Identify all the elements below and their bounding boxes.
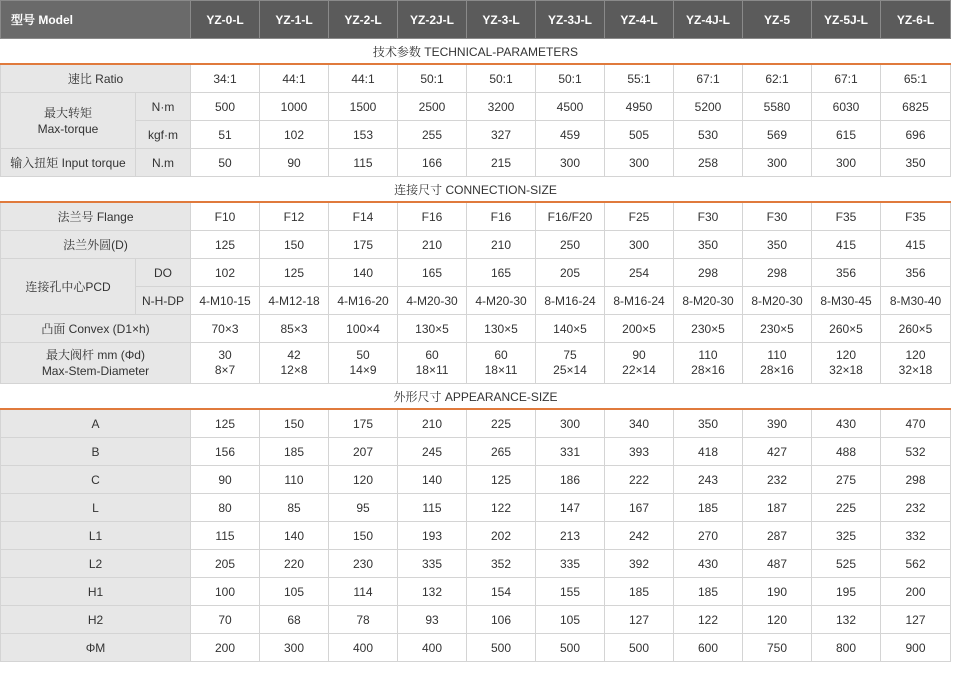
appearance-value: 331 <box>536 438 605 466</box>
pcd-do-value: 102 <box>191 259 260 287</box>
appearance-value: 90 <box>191 466 260 494</box>
unit-kgfm: kgf·m <box>136 121 191 149</box>
ratio-value: 50:1 <box>398 64 467 93</box>
stem-diameter: 110 <box>698 348 718 362</box>
max-torque-kgfm-value: 615 <box>812 121 881 149</box>
stem-diameter: 60 <box>494 348 508 362</box>
stem-diameter: 42 <box>287 348 301 362</box>
appearance-label: H2 <box>1 606 191 634</box>
model-column-header: YZ-6-L <box>881 1 951 39</box>
stem-key-size: 25×14 <box>553 363 587 377</box>
appearance-label: L1 <box>1 522 191 550</box>
stem-diameter: 120 <box>905 348 926 362</box>
ratio-label: 速比 Ratio <box>1 64 191 93</box>
appearance-value: 105 <box>536 606 605 634</box>
flange-od-value: 210 <box>398 231 467 259</box>
appearance-value: 400 <box>329 634 398 662</box>
appearance-value: 68 <box>260 606 329 634</box>
appearance-value: 222 <box>605 466 674 494</box>
appearance-value: 340 <box>605 409 674 438</box>
appearance-value: 106 <box>467 606 536 634</box>
appearance-value: 207 <box>329 438 398 466</box>
pcd-do-value: 356 <box>812 259 881 287</box>
appearance-value: 562 <box>881 550 951 578</box>
appearance-value: 187 <box>743 494 812 522</box>
appearance-value: 600 <box>674 634 743 662</box>
appearance-value: 350 <box>674 409 743 438</box>
convex-row <box>1 315 951 343</box>
appearance-value: 352 <box>467 550 536 578</box>
appearance-value: 298 <box>881 466 951 494</box>
stem-diameter: 30 <box>218 348 232 362</box>
appearance-value: 202 <box>467 522 536 550</box>
flange-value: F16 <box>398 202 467 231</box>
flange-od-value: 415 <box>881 231 951 259</box>
flange-value: F10 <box>191 202 260 231</box>
appearance-value: 132 <box>812 606 881 634</box>
appearance-value: 155 <box>536 578 605 606</box>
stem-key-size: 28×16 <box>760 363 794 377</box>
appearance-value: 175 <box>329 409 398 438</box>
pcd-nhdp-value: 4-M12-18 <box>260 287 329 315</box>
appearance-label: B <box>1 438 191 466</box>
flange-value: F35 <box>881 202 951 231</box>
appearance-value: 114 <box>329 578 398 606</box>
pcd-do-value: 205 <box>536 259 605 287</box>
convex-value: 130×5 <box>467 315 536 343</box>
appearance-value: 335 <box>536 550 605 578</box>
appearance-value: 100 <box>191 578 260 606</box>
max-torque-nm-value: 6825 <box>881 93 951 121</box>
input-torque-row <box>1 149 951 177</box>
unit-nhdp: N-H-DP <box>136 287 191 315</box>
stem-key-size: 32×18 <box>898 363 933 377</box>
section-connection <box>1 177 951 203</box>
appearance-value: 205 <box>191 550 260 578</box>
model-column-header: YZ-2J-L <box>398 1 467 39</box>
stem-value <box>467 343 536 384</box>
appearance-value: 525 <box>812 550 881 578</box>
max-torque-label <box>1 93 136 149</box>
max-torque-kgfm-value: 153 <box>329 121 398 149</box>
appearance-value: 232 <box>743 466 812 494</box>
appearance-value: 287 <box>743 522 812 550</box>
appearance-label: H1 <box>1 578 191 606</box>
model-column-header: YZ-5J-L <box>812 1 881 39</box>
pcd-nhdp-row <box>1 287 951 315</box>
pcd-nhdp-value: 8-M20-30 <box>674 287 743 315</box>
pcd-do-value: 298 <box>674 259 743 287</box>
appearance-value: 147 <box>536 494 605 522</box>
appearance-value: 230 <box>329 550 398 578</box>
appearance-value: 93 <box>398 606 467 634</box>
appearance-value: 532 <box>881 438 951 466</box>
flange-value: F30 <box>743 202 812 231</box>
appearance-value: 210 <box>398 409 467 438</box>
appearance-value: 213 <box>536 522 605 550</box>
convex-label: 凸面 Convex (D1×h) <box>1 315 191 343</box>
appearance-value: 500 <box>467 634 536 662</box>
ratio-value: 67:1 <box>812 64 881 93</box>
max-torque-kgfm-value: 327 <box>467 121 536 149</box>
appearance-row <box>1 578 951 606</box>
appearance-value: 70 <box>191 606 260 634</box>
appearance-value: 750 <box>743 634 812 662</box>
appearance-value: 85 <box>260 494 329 522</box>
flange-label: 法兰号 Flange <box>1 202 191 231</box>
appearance-value: 430 <box>812 409 881 438</box>
input-torque-value: 300 <box>743 149 812 177</box>
appearance-row <box>1 438 951 466</box>
convex-value: 140×5 <box>536 315 605 343</box>
pcd-do-value: 165 <box>467 259 536 287</box>
stem-key-size: 12×8 <box>280 363 308 377</box>
pcd-nhdp-value: 4-M20-30 <box>467 287 536 315</box>
appearance-value: 185 <box>674 578 743 606</box>
convex-value: 70×3 <box>191 315 260 343</box>
input-torque-value: 258 <box>674 149 743 177</box>
appearance-value: 225 <box>467 409 536 438</box>
stem-row <box>1 343 951 384</box>
pcd-do-value: 356 <box>881 259 951 287</box>
appearance-label: L <box>1 494 191 522</box>
model-column-header: YZ-3-L <box>467 1 536 39</box>
ratio-value: 55:1 <box>605 64 674 93</box>
appearance-value: 418 <box>674 438 743 466</box>
unit-do: DO <box>136 259 191 287</box>
appearance-row <box>1 550 951 578</box>
pcd-nhdp-value: 8-M20-30 <box>743 287 812 315</box>
input-torque-value: 115 <box>329 149 398 177</box>
convex-value: 230×5 <box>674 315 743 343</box>
appearance-value: 900 <box>881 634 951 662</box>
pcd-do-value: 125 <box>260 259 329 287</box>
pcd-nhdp-value: 4-M10-15 <box>191 287 260 315</box>
appearance-value: 392 <box>605 550 674 578</box>
stem-value <box>398 343 467 384</box>
appearance-value: 242 <box>605 522 674 550</box>
input-torque-value: 215 <box>467 149 536 177</box>
flange-od-value: 250 <box>536 231 605 259</box>
appearance-value: 335 <box>398 550 467 578</box>
max-torque-nm-value: 1000 <box>260 93 329 121</box>
appearance-value: 245 <box>398 438 467 466</box>
flange-value: F16 <box>467 202 536 231</box>
stem-key-size: 18×11 <box>484 363 518 377</box>
appearance-label: ΦM <box>1 634 191 662</box>
appearance-value: 185 <box>260 438 329 466</box>
appearance-value: 120 <box>329 466 398 494</box>
ratio-value: 62:1 <box>743 64 812 93</box>
max-torque-label-en: Max-torque <box>37 121 99 136</box>
appearance-value: 156 <box>191 438 260 466</box>
stem-value <box>536 343 605 384</box>
appearance-value: 120 <box>743 606 812 634</box>
model-header: 型号 Model <box>1 1 191 39</box>
appearance-value: 132 <box>398 578 467 606</box>
model-column-header: YZ-2-L <box>329 1 398 39</box>
appearance-value: 190 <box>743 578 812 606</box>
stem-label <box>1 343 191 384</box>
stem-key-size: 18×11 <box>415 363 449 377</box>
section-appearance-title: 外形尺寸 APPEARANCE-SIZE <box>1 384 951 410</box>
appearance-value: 393 <box>605 438 674 466</box>
stem-diameter: 75 <box>563 348 577 362</box>
appearance-value: 122 <box>467 494 536 522</box>
appearance-value: 332 <box>881 522 951 550</box>
appearance-value: 270 <box>674 522 743 550</box>
stem-value <box>674 343 743 384</box>
stem-key-size: 8×7 <box>214 363 236 377</box>
stem-key-size: 32×18 <box>829 363 863 377</box>
stem-value <box>881 343 951 384</box>
ratio-value: 67:1 <box>674 64 743 93</box>
stem-value <box>812 343 881 384</box>
ratio-value: 50:1 <box>467 64 536 93</box>
stem-value <box>743 343 812 384</box>
appearance-value: 195 <box>812 578 881 606</box>
appearance-row <box>1 522 951 550</box>
convex-value: 230×5 <box>743 315 812 343</box>
appearance-row <box>1 466 951 494</box>
stem-value <box>260 343 329 384</box>
convex-value: 85×3 <box>260 315 329 343</box>
stem-diameter: 120 <box>835 348 857 362</box>
flange-od-value: 350 <box>674 231 743 259</box>
appearance-value: 390 <box>743 409 812 438</box>
stem-diameter: 110 <box>767 348 787 362</box>
appearance-value: 185 <box>605 578 674 606</box>
convex-value: 200×5 <box>605 315 674 343</box>
max-torque-label-cn: 最大转矩 <box>43 105 92 120</box>
flange-value: F35 <box>812 202 881 231</box>
flange-od-value: 150 <box>260 231 329 259</box>
appearance-value: 150 <box>329 522 398 550</box>
appearance-value: 800 <box>812 634 881 662</box>
max-torque-nm-value: 6030 <box>812 93 881 121</box>
input-torque-value: 300 <box>605 149 674 177</box>
pcd-nhdp-value: 8-M30-40 <box>881 287 951 315</box>
flange-od-value: 175 <box>329 231 398 259</box>
unit-nm: N·m <box>136 93 191 121</box>
pcd-do-row <box>1 259 951 287</box>
appearance-value: 300 <box>536 409 605 438</box>
ratio-value: 44:1 <box>260 64 329 93</box>
section-appearance <box>1 384 951 410</box>
appearance-value: 186 <box>536 466 605 494</box>
ratio-value: 34:1 <box>191 64 260 93</box>
appearance-value: 500 <box>605 634 674 662</box>
pcd-do-value: 140 <box>329 259 398 287</box>
model-column-header: YZ-4-L <box>605 1 674 39</box>
appearance-value: 105 <box>260 578 329 606</box>
model-column-header: YZ-1-L <box>260 1 329 39</box>
appearance-value: 78 <box>329 606 398 634</box>
unit-input-torque: N.m <box>136 149 191 177</box>
ratio-value: 44:1 <box>329 64 398 93</box>
pcd-do-value: 165 <box>398 259 467 287</box>
max-torque-kgfm-value: 569 <box>743 121 812 149</box>
flange-od-row <box>1 231 951 259</box>
appearance-value: 470 <box>881 409 951 438</box>
stem-value <box>605 343 674 384</box>
appearance-label: A <box>1 409 191 438</box>
convex-value: 260×5 <box>881 315 951 343</box>
section-connection-title: 连接尺寸 CONNECTION-SIZE <box>1 177 951 203</box>
appearance-value: 232 <box>881 494 951 522</box>
spec-table-body <box>1 1 951 662</box>
stem-key-size: 28×16 <box>691 363 725 377</box>
section-technical <box>1 39 951 65</box>
max-torque-nm-value: 5580 <box>743 93 812 121</box>
appearance-value: 140 <box>398 466 467 494</box>
flange-value: F16/F20 <box>536 202 605 231</box>
model-column-header: YZ-3J-L <box>536 1 605 39</box>
stem-value <box>191 343 260 384</box>
appearance-value: 122 <box>674 606 743 634</box>
appearance-value: 127 <box>605 606 674 634</box>
appearance-row <box>1 634 951 662</box>
input-torque-value: 350 <box>881 149 951 177</box>
appearance-value: 115 <box>398 494 467 522</box>
stem-value <box>329 343 398 384</box>
convex-value: 100×4 <box>329 315 398 343</box>
appearance-value: 487 <box>743 550 812 578</box>
appearance-value: 427 <box>743 438 812 466</box>
pcd-do-value: 254 <box>605 259 674 287</box>
appearance-value: 140 <box>260 522 329 550</box>
ratio-value: 65:1 <box>881 64 951 93</box>
max-torque-kgfm-value: 505 <box>605 121 674 149</box>
stem-key-size: 22×14 <box>622 363 656 377</box>
appearance-value: 500 <box>536 634 605 662</box>
stem-diameter: 60 <box>425 348 439 362</box>
input-torque-label: 输入扭矩 Input torque <box>1 149 136 177</box>
appearance-value: 127 <box>881 606 951 634</box>
max-torque-kgfm-value: 102 <box>260 121 329 149</box>
input-torque-value: 300 <box>812 149 881 177</box>
pcd-label: 连接孔中心PCD <box>1 259 136 315</box>
stem-label-en: Max-Stem-Diameter <box>41 364 150 378</box>
appearance-value: 200 <box>881 578 951 606</box>
stem-diameter: 50 <box>356 348 370 362</box>
stem-diameter: 90 <box>632 348 646 362</box>
max-torque-kgfm-value: 530 <box>674 121 743 149</box>
flange-row <box>1 202 951 231</box>
pcd-nhdp-value: 8-M16-24 <box>536 287 605 315</box>
max-torque-kgfm-value: 459 <box>536 121 605 149</box>
appearance-value: 275 <box>812 466 881 494</box>
appearance-value: 265 <box>467 438 536 466</box>
appearance-value: 95 <box>329 494 398 522</box>
flange-od-value: 210 <box>467 231 536 259</box>
header-row <box>1 1 951 39</box>
appearance-value: 185 <box>674 494 743 522</box>
max-torque-nm-value: 3200 <box>467 93 536 121</box>
input-torque-value: 166 <box>398 149 467 177</box>
appearance-value: 80 <box>191 494 260 522</box>
max-torque-kgfm-value: 51 <box>191 121 260 149</box>
max-torque-nm-value: 1500 <box>329 93 398 121</box>
flange-od-label: 法兰外圆(D) <box>1 231 191 259</box>
ratio-value: 50:1 <box>536 64 605 93</box>
appearance-row <box>1 409 951 438</box>
appearance-label: L2 <box>1 550 191 578</box>
appearance-value: 150 <box>260 409 329 438</box>
flange-od-value: 350 <box>743 231 812 259</box>
flange-value: F30 <box>674 202 743 231</box>
max-torque-nm-value: 2500 <box>398 93 467 121</box>
max-torque-kgfm-row <box>1 121 951 149</box>
appearance-value: 110 <box>260 466 329 494</box>
pcd-nhdp-value: 4-M16-20 <box>329 287 398 315</box>
appearance-row <box>1 494 951 522</box>
flange-value: F14 <box>329 202 398 231</box>
stem-label-cn: 最大阀杆 mm (Φd) <box>46 348 145 362</box>
appearance-value: 225 <box>812 494 881 522</box>
flange-od-value: 125 <box>191 231 260 259</box>
flange-value: F12 <box>260 202 329 231</box>
input-torque-value: 90 <box>260 149 329 177</box>
appearance-value: 488 <box>812 438 881 466</box>
max-torque-nm-row <box>1 93 951 121</box>
model-column-header: YZ-4J-L <box>674 1 743 39</box>
max-torque-kgfm-value: 696 <box>881 121 951 149</box>
input-torque-value: 50 <box>191 149 260 177</box>
appearance-value: 167 <box>605 494 674 522</box>
appearance-row <box>1 606 951 634</box>
model-column-header: YZ-0-L <box>191 1 260 39</box>
flange-od-value: 300 <box>605 231 674 259</box>
model-column-header: YZ-5 <box>743 1 812 39</box>
max-torque-nm-value: 4950 <box>605 93 674 121</box>
appearance-label: C <box>1 466 191 494</box>
flange-value: F25 <box>605 202 674 231</box>
max-torque-nm-value: 500 <box>191 93 260 121</box>
pcd-do-value: 298 <box>743 259 812 287</box>
appearance-value: 430 <box>674 550 743 578</box>
pcd-nhdp-value: 4-M20-30 <box>398 287 467 315</box>
max-torque-nm-value: 5200 <box>674 93 743 121</box>
appearance-value: 125 <box>191 409 260 438</box>
appearance-value: 125 <box>467 466 536 494</box>
pcd-nhdp-value: 8-M30-45 <box>812 287 881 315</box>
appearance-value: 200 <box>191 634 260 662</box>
section-technical-title: 技术参数 TECHNICAL-PARAMETERS <box>1 39 951 65</box>
appearance-value: 243 <box>674 466 743 494</box>
max-torque-nm-value: 4500 <box>536 93 605 121</box>
appearance-value: 220 <box>260 550 329 578</box>
appearance-value: 115 <box>191 522 260 550</box>
appearance-value: 300 <box>260 634 329 662</box>
convex-value: 260×5 <box>812 315 881 343</box>
pcd-nhdp-value: 8-M16-24 <box>605 287 674 315</box>
appearance-value: 325 <box>812 522 881 550</box>
appearance-value: 154 <box>467 578 536 606</box>
appearance-value: 400 <box>398 634 467 662</box>
ratio-row <box>1 64 951 93</box>
flange-od-value: 415 <box>812 231 881 259</box>
max-torque-kgfm-value: 255 <box>398 121 467 149</box>
appearance-value: 193 <box>398 522 467 550</box>
input-torque-value: 300 <box>536 149 605 177</box>
stem-key-size: 14×9 <box>349 363 377 377</box>
convex-value: 130×5 <box>398 315 467 343</box>
